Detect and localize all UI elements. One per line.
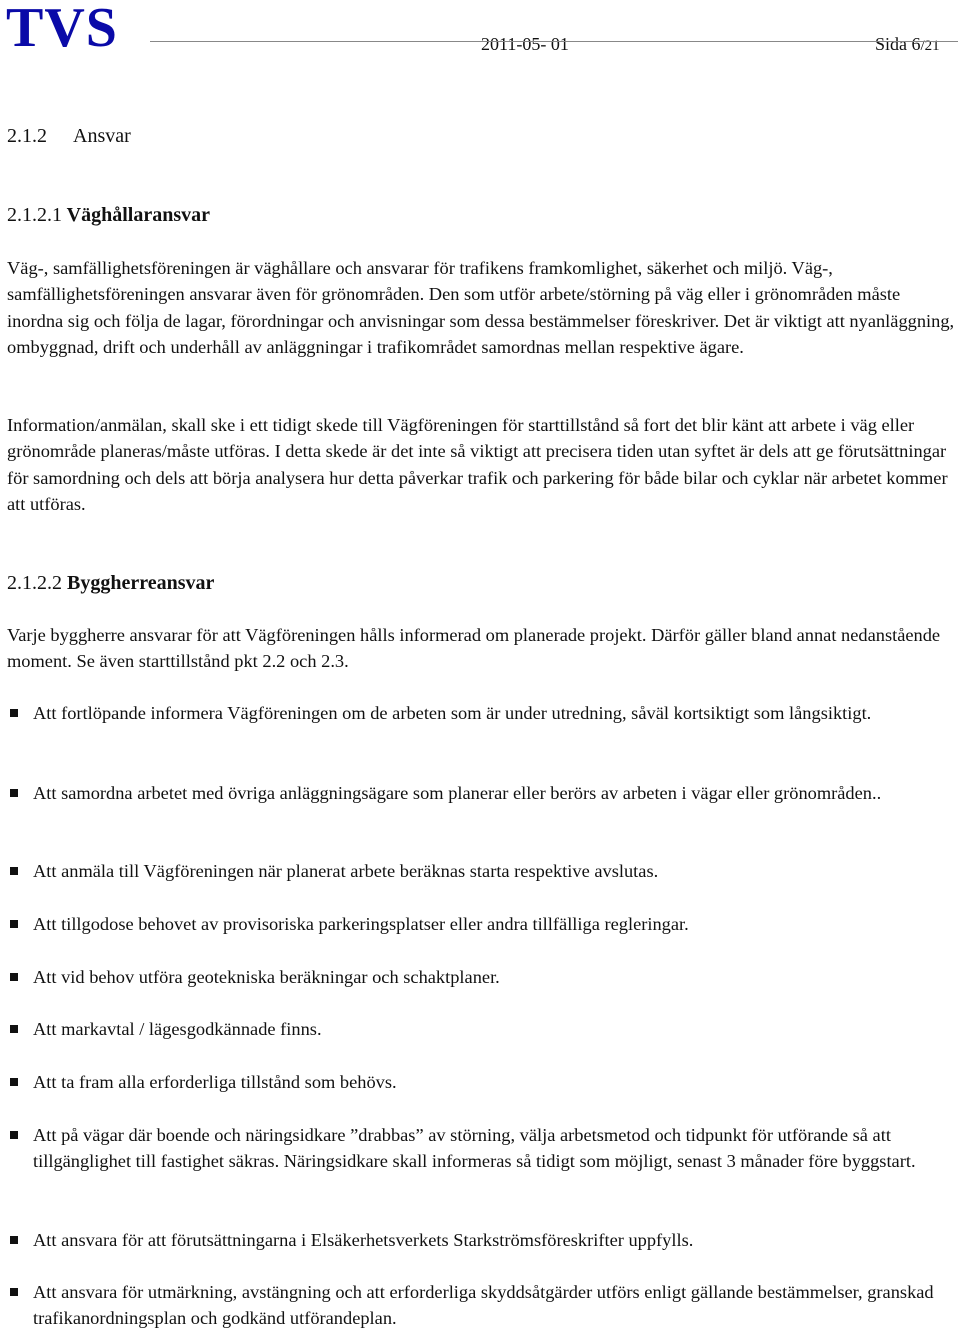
square-bullet-icon xyxy=(10,1236,18,1244)
list-item xyxy=(7,780,955,806)
list-item-text: Att ta fram alla erforderliga tillstånd som behövs. xyxy=(33,1072,397,1092)
square-bullet-icon xyxy=(10,1025,18,1033)
subsection-heading-byggherreansvar xyxy=(7,571,214,595)
square-bullet-icon xyxy=(10,973,18,981)
list-item xyxy=(7,1016,955,1042)
list-item xyxy=(7,1122,955,1175)
page-label: Sida 6 xyxy=(875,34,921,54)
square-bullet-icon xyxy=(10,1131,18,1139)
list-item-text: Att markavtal / lägesgodkännade finns. xyxy=(33,1019,322,1039)
list-item-text: Att samordna arbetet med övriga anläggningsägare som planerar eller berörs av arbeten i vägar eller grönområden.. xyxy=(33,783,882,803)
square-bullet-icon xyxy=(10,1288,18,1296)
list-item xyxy=(7,911,955,937)
list-item xyxy=(7,1227,955,1253)
subsection-heading-vaghallaransvar xyxy=(7,203,210,227)
list-item-text: Att på vägar där boende och näringsidkare ”drabbas” av störning, välja arbetsmetod och tidpunkt för utförande så att tillgänglighet till fastighet säkras. Näringsidkare skall informeras så tidigt som möjligt, senast 3 månader före byggstart. xyxy=(33,1125,916,1172)
list-item xyxy=(7,964,955,990)
list-item-text: Att ansvara för utmärkning, avstängning och att erforderliga skyddsåtgärder utförs enligt gällande bestämmelser, granskad trafikanordningsplan och godkänd utförandeplan. xyxy=(33,1282,934,1329)
list-item-text: Att anmäla till Vägföreningen när planerat arbete beräknas starta respektive avslutas. xyxy=(33,861,659,881)
section-title: Ansvar xyxy=(73,125,131,147)
section-number: 2.1.2 xyxy=(7,125,47,147)
list-item xyxy=(7,1069,955,1095)
square-bullet-icon xyxy=(10,920,18,928)
list-item xyxy=(7,858,955,884)
page-total: /21 xyxy=(920,38,940,54)
header-divider xyxy=(150,41,958,42)
subsection-number: 2.1.2.1 xyxy=(7,204,62,226)
square-bullet-icon xyxy=(10,789,18,797)
page-header xyxy=(0,0,960,59)
subsection-title: Byggherreansvar xyxy=(67,572,215,594)
subsection-title: Väghållaransvar xyxy=(66,204,210,226)
square-bullet-icon xyxy=(10,709,18,717)
tvs-logo: TVS xyxy=(6,0,118,59)
list-item xyxy=(7,700,955,726)
subsection-number: 2.1.2.2 xyxy=(7,572,62,594)
list-item-text: Att tillgodose behovet av provisoriska parkeringsplatser eller andra tillfälliga regleringar. xyxy=(33,914,689,934)
list-item-text: Att vid behov utföra geotekniska beräkningar och schaktplaner. xyxy=(33,967,500,987)
paragraph: Varje byggherre ansvarar för att Vägföreningen hålls informerad om planerade projekt. Därför gäller bland annat nedanstående moment. Se även starttillstånd pkt 2.2 och 2.3. xyxy=(7,625,941,672)
section-heading xyxy=(7,124,131,148)
list-item-text: Att ansvara för att förutsättningarna i Elsäkerhetsverkets Starkströmsföreskrifter uppfylls. xyxy=(33,1230,694,1250)
header-date: 2011-05- 01 xyxy=(481,34,569,54)
square-bullet-icon xyxy=(10,867,18,875)
list-item-text: Att fortlöpande informera Vägföreningen om de arbeten som är under utredning, såväl kortsiktigt som långsiktigt. xyxy=(33,703,872,723)
square-bullet-icon xyxy=(10,1078,18,1086)
paragraph: Information/anmälan, skall ske i ett tidigt skede till Vägföreningen för starttillstånd så fort det blir känt att arbete i väg eller grönområde planeras/måste utföras. I detta skede är det inte så viktigt att precisera tiden utan syftet är dels att ge förutsättningar för samordning och dels att börja analysera hur detta påverkar trafik och parkering för både bilar och cyklar när arbetet kommer att utföras. xyxy=(7,415,948,514)
list-item xyxy=(7,1279,955,1332)
paragraph: Väg-, samfällighetsföreningen är väghållare och ansvarar för trafikens framkomlighet, säkerhet och miljö. Väg-, samfällighetsföreningen ansvarar även för grönområden. Den som utför arbete/störning på väg eller i grönområden måste inordna sig och följa de lagar, förordningar och anvisningar som dessa bestämmelser föreskriver. Det är viktigt att nyanläggning, ombyggnad, drift och underhåll av anläggningar i trafikområdet samordnas mellan respektive ägare. xyxy=(7,258,955,357)
page-number xyxy=(875,33,940,57)
